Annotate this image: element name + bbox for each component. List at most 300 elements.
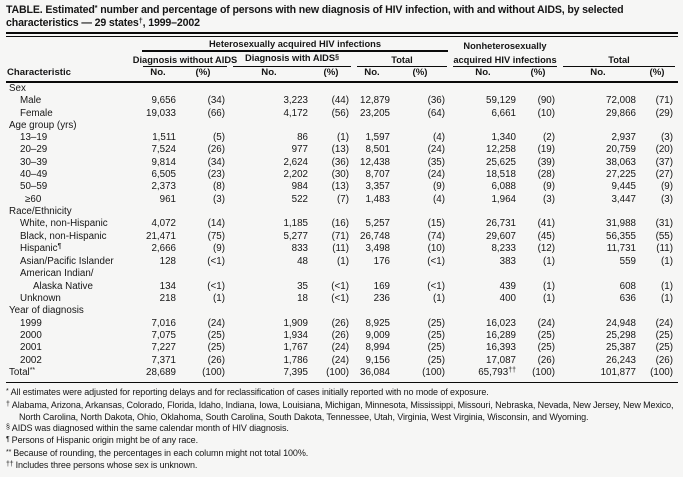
cell-percent: (64) [427, 107, 445, 119]
cell-number: 400 [499, 293, 516, 305]
table-row [6, 169, 678, 181]
cell-number: 559 [619, 256, 636, 268]
header-pct: (%) [636, 67, 678, 82]
footnote-marker: ** [29, 367, 36, 375]
footnote: ** Because of rounding, the percentages in each column might not total 100%. [6, 447, 309, 458]
cell-number: 59,129 [486, 95, 516, 107]
cell-percent: (1) [661, 293, 673, 305]
cell-percent [636, 268, 678, 280]
cell-percent: (25) [537, 329, 555, 341]
cell-percent: (25) [427, 329, 445, 341]
cell-number: 27,225 [606, 169, 636, 181]
cell-number [140, 206, 176, 218]
cell-number: 24,948 [606, 317, 636, 329]
cell-number: 608 [619, 280, 636, 292]
table-row [6, 268, 678, 280]
header-pct: (%) [176, 67, 230, 82]
cell-number: 636 [619, 293, 636, 305]
footnote: †† Includes three persons whose sex is unknown. [6, 460, 198, 471]
table-row [6, 367, 678, 383]
cell-percent [390, 268, 450, 280]
header-group-nonheterosexual-line2 [450, 52, 560, 67]
cell-percent: (1) [337, 256, 349, 268]
cell-percent: (13) [331, 144, 349, 156]
cell-percent: (1) [661, 256, 673, 268]
cell-percent [516, 268, 560, 280]
cell-number: 3,223 [283, 95, 308, 107]
cell-number: 1,934 [283, 329, 308, 341]
cell-percent: (27) [655, 169, 673, 181]
footnote-marker: †† [508, 367, 516, 375]
cell-percent [390, 120, 450, 132]
cell-number: 1,597 [365, 132, 390, 144]
cell-number [450, 82, 516, 95]
row-label: 1999 [20, 317, 42, 329]
cell-number: 2,373 [151, 181, 176, 193]
cell-percent: (9) [543, 181, 555, 193]
cell-percent: (15) [427, 218, 445, 230]
table-row [6, 95, 678, 107]
cell-percent [308, 268, 354, 280]
cell-percent: (75) [207, 230, 225, 242]
title-text: TABLE. Estimated [6, 4, 95, 16]
cell-percent: (31) [655, 218, 673, 230]
cell-number: 72,008 [606, 95, 636, 107]
table-row [6, 82, 678, 95]
cell-number: 977 [291, 144, 308, 156]
header-no: No. [354, 67, 390, 82]
cell-number: 21,471 [146, 230, 176, 242]
cell-number [140, 120, 176, 132]
cell-number: 9,156 [365, 354, 390, 366]
cell-number: 6,505 [151, 169, 176, 181]
cell-number: 383 [499, 256, 516, 268]
cell-percent: (9) [433, 181, 445, 193]
cell-number [140, 305, 176, 317]
title-text: , 1999–2002 [142, 17, 200, 29]
row-label: American Indian/ [20, 268, 94, 280]
cell-percent: (100) [308, 367, 354, 383]
cell-number: 169 [373, 280, 390, 292]
cell-percent: (71) [655, 95, 673, 107]
cell-number: 128 [159, 256, 176, 268]
cell-number: 86 [297, 132, 308, 144]
cell-number: 26,731 [486, 218, 516, 230]
cell-percent: (26) [207, 144, 225, 156]
cell-number: 2,937 [611, 132, 636, 144]
cell-percent: (24) [331, 354, 349, 366]
header-no: No. [560, 67, 636, 82]
cell-percent: (14) [207, 218, 225, 230]
header-characteristic: Characteristic [6, 67, 140, 82]
table-row [6, 194, 678, 206]
header-spacer [560, 38, 678, 52]
row-label: White, non-Hispanic [20, 218, 108, 230]
table-row [6, 355, 678, 367]
cell-number [354, 305, 390, 317]
table-row [6, 330, 678, 342]
cell-number: 56,355 [606, 230, 636, 242]
cell-percent: (100) [516, 367, 560, 383]
row-label: Alaska Native [33, 280, 93, 292]
cell-number: 18,518 [486, 169, 516, 181]
cell-percent: (12) [537, 243, 555, 255]
cell-number: 6,661 [491, 107, 516, 119]
cell-number: 25,387 [606, 342, 636, 354]
table-title [6, 4, 678, 30]
cell-percent: (45) [537, 230, 555, 242]
cell-number [560, 305, 636, 317]
cell-number: 16,023 [486, 317, 516, 329]
cell-number: 12,879 [360, 95, 390, 107]
cell-percent: (26) [207, 354, 225, 366]
cell-percent [516, 305, 560, 317]
cell-percent: (26) [331, 329, 349, 341]
cell-percent: (24) [207, 317, 225, 329]
footnote-marker: ¶ [6, 436, 10, 444]
cell-number: 4,072 [151, 218, 176, 230]
cell-number: 7,075 [151, 329, 176, 341]
cell-percent: (26) [331, 317, 349, 329]
cell-number: 961 [159, 193, 176, 205]
cell-number: 1,786 [283, 354, 308, 366]
cell-number: 9,656 [151, 95, 176, 107]
cell-percent: (30) [331, 169, 349, 181]
table-row [6, 293, 678, 305]
cell-number [560, 206, 636, 218]
cell-percent: (55) [655, 230, 673, 242]
table-row [6, 318, 678, 330]
cell-number: 9,814 [151, 156, 176, 168]
cell-number [354, 268, 390, 280]
cell-number: 19,033 [146, 107, 176, 119]
cell-percent [636, 120, 678, 132]
cell-percent [516, 82, 560, 95]
cell-percent: (19) [537, 144, 555, 156]
cell-percent: (25) [427, 354, 445, 366]
cell-number: 833 [291, 243, 308, 255]
cell-number: 7,227 [151, 342, 176, 354]
cell-number: 23,205 [360, 107, 390, 119]
cell-number [230, 268, 308, 280]
cell-percent [516, 120, 560, 132]
cell-percent: (39) [537, 156, 555, 168]
cell-number: 16,289 [486, 329, 516, 341]
row-label: Sex [9, 83, 26, 94]
cell-number: 236 [373, 293, 390, 305]
cell-number: 1,767 [283, 342, 308, 354]
cell-number: 3,447 [611, 193, 636, 205]
cell-percent: (29) [655, 107, 673, 119]
row-label: Total** [6, 367, 140, 383]
cell-percent [636, 305, 678, 317]
cell-number: 2,624 [283, 156, 308, 168]
cell-percent [636, 206, 678, 218]
table-row [6, 218, 678, 230]
cell-number: 7,016 [151, 317, 176, 329]
cell-percent: (36) [427, 95, 445, 107]
cell-percent: (1) [433, 293, 445, 305]
cell-percent [390, 82, 450, 95]
table-body [6, 82, 678, 383]
cell-number: 26,748 [360, 230, 390, 242]
cell-number: 7,524 [151, 144, 176, 156]
cell-percent: (25) [655, 342, 673, 354]
cell-number: 17,087 [486, 354, 516, 366]
cell-percent: (35) [427, 156, 445, 168]
table-row [6, 206, 678, 218]
cell-percent: (20) [655, 144, 673, 156]
cell-number: 29,607 [486, 230, 516, 242]
cell-number: 9,009 [365, 329, 390, 341]
cell-number: 1,964 [491, 193, 516, 205]
header-subgroup-with-aids [230, 52, 354, 67]
table-row [6, 243, 678, 256]
cell-percent: (74) [427, 230, 445, 242]
cell-percent: (24) [427, 144, 445, 156]
cell-number: 1,511 [152, 132, 176, 144]
cell-percent: (34) [207, 95, 225, 107]
cell-percent: (23) [207, 169, 225, 181]
cell-number [354, 206, 390, 218]
table-row [6, 120, 678, 132]
table-row [6, 231, 678, 243]
cell-number: 1,185 [283, 218, 308, 230]
cell-number: 6,088 [491, 181, 516, 193]
header-pct: (%) [516, 67, 560, 82]
cell-number [230, 305, 308, 317]
cell-percent [390, 305, 450, 317]
cell-percent: (<1) [427, 280, 445, 292]
row-label: 13–19 [20, 132, 48, 144]
footnote: * All estimates were adjusted for reporting delays and for reclassification of cases initially reported with no mode of exposure. [6, 387, 489, 398]
cell-percent: (3) [543, 193, 555, 205]
header-group-label: Total [608, 55, 630, 65]
table-row [6, 108, 678, 120]
row-label: Hispanic¶ [20, 242, 62, 254]
cell-percent [308, 206, 354, 218]
cell-number: 7,371 [151, 354, 176, 366]
cell-percent: (25) [207, 329, 225, 341]
header-group-nonheterosexual-line1 [450, 38, 560, 52]
cell-percent: (3) [213, 193, 225, 205]
cell-percent: (24) [331, 342, 349, 354]
header-subgroup-without-aids [132, 52, 238, 67]
cell-percent: (100) [176, 367, 230, 383]
cell-number: 8,707 [365, 169, 390, 181]
cell-number: 25,625 [486, 156, 516, 168]
cell-number: 3,498 [365, 243, 390, 255]
cell-percent: (25) [427, 317, 445, 329]
header-subgroup-label: Diagnosis without AIDS [132, 55, 238, 65]
row-label: Male [20, 95, 42, 107]
cell-percent: (90) [537, 95, 555, 107]
cell-number: 1,483 [365, 193, 390, 205]
footnote: † Alabama, Arizona, Arkansas, Colorado, Florida, Idaho, Indiana, Iowa, Louisiana, Michigan, Minnesota, Mississippi, Missouri, Nebraska, Nevada, New Jersey, New Mexico, North Carolina, North Dakota, Ohio, Oklahoma, South Carolina, South Dakota, Tennessee, Utah, Virginia, West Virginia, Wisconsin, and Wyoming. [6, 399, 674, 423]
cell-percent [176, 268, 230, 280]
header-grand-total [560, 52, 678, 67]
row-label: 2001 [20, 342, 42, 354]
cell-number: 984 [291, 181, 308, 193]
header-group-label: acquired HIV infections [453, 55, 557, 65]
cell-percent [516, 206, 560, 218]
cell-percent: (9) [213, 243, 225, 255]
footnote-marker: ** [6, 448, 12, 456]
cell-percent: (<1) [427, 256, 445, 268]
cell-percent: (2) [543, 132, 555, 144]
cell-percent [636, 82, 678, 95]
row-label: 2000 [20, 329, 42, 341]
cell-number: 2,666 [151, 243, 176, 255]
cell-percent: (100) [390, 367, 450, 383]
header-spacer [6, 38, 140, 52]
header-group-label: Nonheterosexually [463, 41, 547, 51]
cell-percent: (8) [213, 181, 225, 193]
footnote-marker: † [6, 400, 10, 408]
cell-percent: (1) [543, 256, 555, 268]
row-label: Black, non-Hispanic [20, 230, 107, 242]
footnotes [6, 387, 678, 473]
cell-number [140, 268, 176, 280]
cell-percent: (34) [207, 156, 225, 168]
cell-percent: (25) [207, 342, 225, 354]
cell-number: 26,243 [606, 354, 636, 366]
footnote: § AIDS was diagnosed within the same calendar month of HIV diagnosis. [6, 422, 289, 433]
cell-percent: (56) [331, 107, 349, 119]
cell-percent [308, 120, 354, 132]
cell-number: 4,172 [283, 107, 308, 119]
header-no: No. [140, 67, 176, 82]
footnote-marker: ¶ [57, 243, 62, 251]
cell-number: 9,445 [611, 181, 636, 193]
header-row-subgroups [6, 52, 678, 67]
header-row-columns [6, 67, 678, 82]
cell-percent [176, 82, 230, 95]
header-row-spanners [6, 38, 678, 52]
cell-number [450, 268, 516, 280]
cell-number: 48 [297, 256, 308, 268]
footnote-marker-dagger: † [138, 16, 143, 25]
row-label: 30–39 [20, 156, 48, 168]
cell-number: 2,202 [283, 169, 308, 181]
row-label: Age group (yrs) [9, 119, 77, 131]
cell-number: 1,909 [283, 317, 308, 329]
header-subgroup-label: Total [391, 55, 413, 65]
cell-number: 35 [297, 280, 308, 292]
cell-number: 38,063 [606, 156, 636, 168]
cell-number [450, 120, 516, 132]
cell-number: 36,084 [354, 367, 390, 383]
cell-number: 176 [373, 256, 390, 268]
cell-percent: (7) [337, 193, 349, 205]
cell-number: 25,298 [606, 329, 636, 341]
cell-percent [390, 206, 450, 218]
cell-number [230, 82, 308, 95]
cell-percent: (100) [636, 367, 678, 383]
cell-number: 218 [159, 293, 176, 305]
cell-number: 11,731 [606, 243, 636, 255]
cell-percent [308, 305, 354, 317]
cell-percent [176, 305, 230, 317]
cell-percent: (24) [655, 317, 673, 329]
cell-number: 522 [291, 193, 308, 205]
cell-number: 5,257 [365, 218, 390, 230]
cell-percent: (3) [661, 132, 673, 144]
cell-percent: (4) [433, 132, 445, 144]
cell-number: 439 [499, 280, 516, 292]
row-label: Race/Ethnicity [9, 205, 72, 217]
cell-percent: (36) [331, 156, 349, 168]
cell-percent: (10) [427, 243, 445, 255]
table-row [6, 342, 678, 354]
cell-percent: (28) [537, 169, 555, 181]
footnote-marker-section: § [335, 54, 339, 61]
cell-number: 101,877 [560, 367, 636, 383]
row-label: 20–29 [20, 144, 48, 156]
cell-number: 65,793†† [450, 367, 516, 383]
footnote-marker: § [6, 423, 10, 431]
footnote-marker: †† [6, 461, 14, 469]
cell-number: 5,277 [283, 230, 308, 242]
footnote-marker-asterisk: * [94, 3, 98, 12]
table-row [6, 157, 678, 169]
table-row [6, 305, 678, 317]
cell-number: 7,395 [230, 367, 308, 383]
table-header [6, 38, 678, 82]
cell-percent: (26) [655, 354, 673, 366]
row-label: 50–59 [20, 181, 48, 193]
cell-number [230, 206, 308, 218]
cell-number: 1,340 [491, 132, 516, 144]
header-no: No. [230, 67, 308, 82]
cell-number [140, 82, 176, 95]
cell-number: 28,689 [140, 367, 176, 383]
title-double-rule [6, 32, 678, 37]
cell-percent: (<1) [207, 280, 225, 292]
table-row [6, 144, 678, 156]
cell-percent: (<1) [207, 256, 225, 268]
cell-percent: (71) [331, 230, 349, 242]
cell-percent: (1) [543, 293, 555, 305]
header-group-label: Heterosexually acquired HIV infections [208, 39, 382, 49]
cell-percent: (44) [331, 95, 349, 107]
row-label: Unknown [20, 293, 61, 305]
cell-number: 18 [297, 293, 308, 305]
cell-percent [176, 206, 230, 218]
cell-number: 31,988 [606, 218, 636, 230]
cell-percent: (25) [655, 329, 673, 341]
row-label: Female [20, 107, 53, 119]
cell-percent: (25) [427, 342, 445, 354]
footnote: ¶ Persons of Hispanic origin might be of any race. [6, 435, 198, 446]
table-row [6, 281, 678, 293]
cell-number [450, 305, 516, 317]
cell-percent: (41) [537, 218, 555, 230]
row-label: Asian/Pacific Islander [20, 256, 114, 268]
cell-percent: (25) [537, 342, 555, 354]
cell-percent: (1) [661, 280, 673, 292]
cell-percent: (24) [537, 317, 555, 329]
cell-percent [176, 120, 230, 132]
header-pct: (%) [308, 67, 354, 82]
footnote-marker: * [6, 388, 9, 396]
cell-percent: (5) [213, 132, 225, 144]
header-pct: (%) [390, 67, 450, 82]
cell-number: 3,357 [365, 181, 390, 193]
table-row [6, 132, 678, 144]
cell-number: 12,258 [486, 144, 516, 156]
cell-number [560, 268, 636, 280]
